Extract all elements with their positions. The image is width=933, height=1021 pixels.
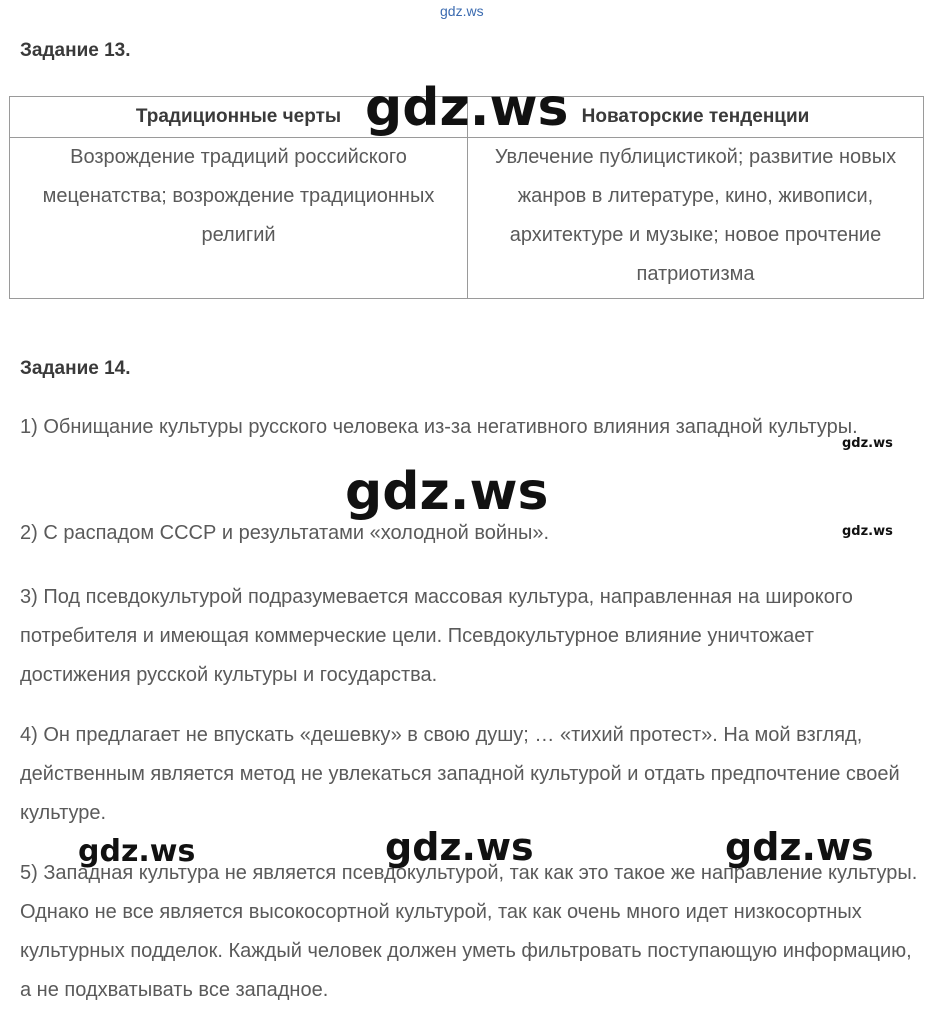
answer-item-3: 3) Под псевдокультурой подразумевается массовая культура, направленная на широкого потребителя и имеющая коммерческие цели. Псевдокультурное влияние уничтожает достижения русской культуры и государства. bbox=[20, 586, 853, 686]
cell-innovative: Увлечение публицистикой; развитие новых жанров в литературе, кино, живописи, архитектуре и музыке; новое прочтение патриотизма bbox=[468, 138, 924, 299]
watermark-bottom-left: gdz.ws bbox=[78, 834, 196, 869]
column-header-innovative: Новаторские тенденции bbox=[468, 97, 924, 138]
task13-heading: Задание 13. bbox=[20, 40, 131, 61]
answer-item-5: 5) Западная культура не является псевдокультурой, так как это такое же направление культуры. Однако не все является высокосортной культурой, так как очень много идет низкосортных культурных подделок. Каждый человек должен уметь фильтровать поступающую информацию, а не подхватывать все западное. bbox=[20, 862, 918, 1001]
answer-item-2: 2) С распадом СССР и результатами «холодной войны». bbox=[20, 522, 550, 544]
answer-item-4: 4) Он предлагает не впускать «дешевку» в свою душу; … «тихий протест». На мой взгляд, действенным является метод не увлекаться западной культурой и отдать предпочтение своей культуре. bbox=[20, 724, 900, 824]
watermark-table: gdz.ws bbox=[365, 78, 569, 138]
watermark-bottom-center: gdz.ws bbox=[385, 825, 534, 869]
watermark-small-2: gdz.ws bbox=[842, 524, 893, 539]
cell-traditional: Возрождение традиций российского меценатства; возрождение традиционных религий bbox=[10, 138, 468, 299]
watermark-bottom-right: gdz.ws bbox=[725, 825, 874, 869]
table-row bbox=[10, 138, 924, 299]
watermark-small-1: gdz.ws bbox=[842, 436, 893, 451]
answer-item-1: 1) Обнищание культуры русского человека из-за негативного влияния западной культуры. bbox=[20, 416, 858, 438]
column-header-traditional: Традиционные черты bbox=[10, 97, 468, 138]
watermark-center: gdz.ws bbox=[345, 462, 549, 522]
watermark-top[interactable]: gdz.ws bbox=[440, 3, 484, 19]
task14-heading: Задание 14. bbox=[20, 358, 131, 379]
